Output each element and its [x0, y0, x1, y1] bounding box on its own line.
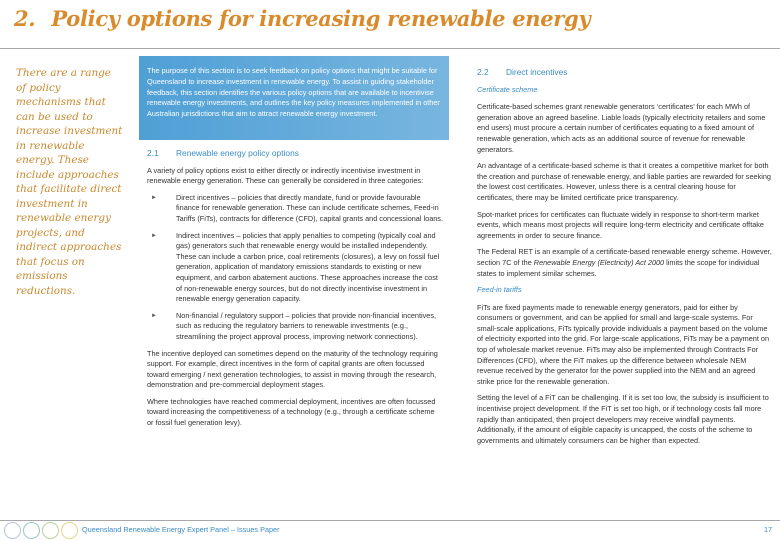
- subheading: Certificate scheme: [477, 84, 538, 94]
- arrow-bullet-icon: ►: [151, 232, 157, 239]
- sun-logo-icon: [61, 522, 78, 539]
- water-logo-icon: [4, 522, 21, 539]
- section-heading: 2.1 Renewable energy policy options: [147, 148, 299, 158]
- footer-text: Queensland Renewable Energy Expert Panel – Issues Paper: [82, 525, 280, 534]
- section-2-1: [147, 148, 443, 435]
- subheading: Feed-in tariffs: [477, 285, 522, 295]
- arrow-bullet-icon: ►: [151, 194, 157, 201]
- paragraph: Setting the level of a FiT can be challenging. If it is set too low, the subsidy is insufficient to incentivise project development. If the FiT is set too high, or if technology costs fall more rapidly than anticipated, then project developers may receive windfall payments. Additionally, if the amount of eligible capacity is uncapped, the costs of the scheme to governments and ultimately consumers can be higher than expected.: [477, 393, 769, 445]
- paragraph: A variety of policy options exist to either directly or indirectly incentivise investment in renewable energy generation. These can generally be considered in three categories:: [147, 165, 424, 186]
- paragraph: The incentive deployed can sometimes depend on the maturity of the technology requiring support. For example, direct incentives in the form of capital grants are often focussed toward emerging / next generation technologies, to assist in moving through the research, demonstration and pre-commercial deployment stages.: [147, 348, 438, 390]
- plant-logo-icon: [42, 522, 59, 539]
- section-2-2: [477, 67, 772, 452]
- paragraph: Spot-market prices for certificates can fluctuate widely in response to short-term market events, which means most projects will require long-term electricity and certificate offtake agreements in order to secure finance.: [477, 209, 764, 240]
- list-item: ► Direct incentives – policies that directly mandate, fund or provide favourable finance for renewable generation. These can include certificate schemes, Feed-in Tariffs (FiTs), contracts for difference (CFD), capital grants and concessional loans.: [147, 193, 443, 225]
- paragraph: The Federal RET is an example of a certificate-based renewable energy scheme. However, section 7C of the Renewable Energy (Electricity) Act 2000 limits the scope for individual states to implement similar schemes.: [477, 247, 772, 278]
- list-item: ► Indirect incentives – policies that apply penalties to competing (typically coal and gas) generators such that renewable energy would be installed independently. These can include a carbon price, coal retirements (closures), a levy on fossil fuel generation, application of mandatory emissions standards to existing or new equipment, and carbon abatement auctions. These approaches increase the cost of non-renewable energy sources, but do not directly incentivise investment in renewable energy generation capacity.: [147, 231, 443, 305]
- paragraph: Certificate-based schemes grant renewable generators ‘certificates’ for each MWh of generation above an agreed baseline. Liable loads (typically electricity retailers and some end users) must procure a certain number of certificates equating to a fixed amount of renewable generation, which acts as an additional source of revenue for renewable generators.: [477, 102, 766, 154]
- paragraph: An advantage of a certificate-based scheme is that it creates a competitive market for both the creation and purchase of renewable energy, and liable parties are rewarded for seeking the lowest cost certificates. However, unless there is a central clearing house for certificates, there may be limited certificate price transparency.: [477, 161, 771, 202]
- page-number: 17: [764, 525, 773, 534]
- sidebar-summary: There are a range of policy mechanisms that can be used to increase investment in renewable energy. These include approaches that facilitate direct investment in renewable energy projects, and indirect approaches that focus on emissions reductions.: [16, 67, 123, 297]
- header-divider: [0, 48, 780, 49]
- wind-logo-icon: [23, 522, 40, 539]
- paragraph: FiTs are fixed payments made to renewable energy generators, paid for either by consumers or government, and can be applied for small and large-scale systems. For small-scale applications, FiTs typically provide individuals a payment based on the volume of electricity exported into the grid. For large-scale applications, FiTs may be a payment on top of wholesale market revenue. FiTs may also be implemented through Contracts For Differences (CFD), where the FiT makes up the difference between wholesale NEM revenue received by the generator for the power supplied into the NEM and an agreed strike price for the renewable generation.: [477, 302, 770, 386]
- section-heading: 2.2 Direct incentives: [477, 67, 568, 77]
- list-item: ► Non-financial / regulatory support – policies that provide non-financial incentives, such as reducing the regulatory barriers to renewable investments (e.g., streamlining the project approval process, improving network connections).: [147, 311, 443, 343]
- paragraph: Where technologies have reached commercial deployment, incentives are often focussed toward increasing the competitiveness of a technology (e.g., through a certificate scheme or fossil fuel generation levy).: [147, 396, 436, 428]
- footer-logos: [4, 522, 78, 539]
- footer-divider: [0, 520, 780, 521]
- page-title: 2. Policy options for increasing renewable energy: [14, 6, 591, 31]
- intro-box: The purpose of this section is to seek feedback on policy options that might be suitable for Queensland to increase investment in renewable energy. To assist in guiding stakeholder feedback, this section identifies the various policy options that are available to incentivise renewable energy investments, and outlines the key policy measures implemented in other Australian jurisdictions that aim to attract renewable energy investment.: [139, 56, 449, 140]
- arrow-bullet-icon: ►: [151, 312, 157, 319]
